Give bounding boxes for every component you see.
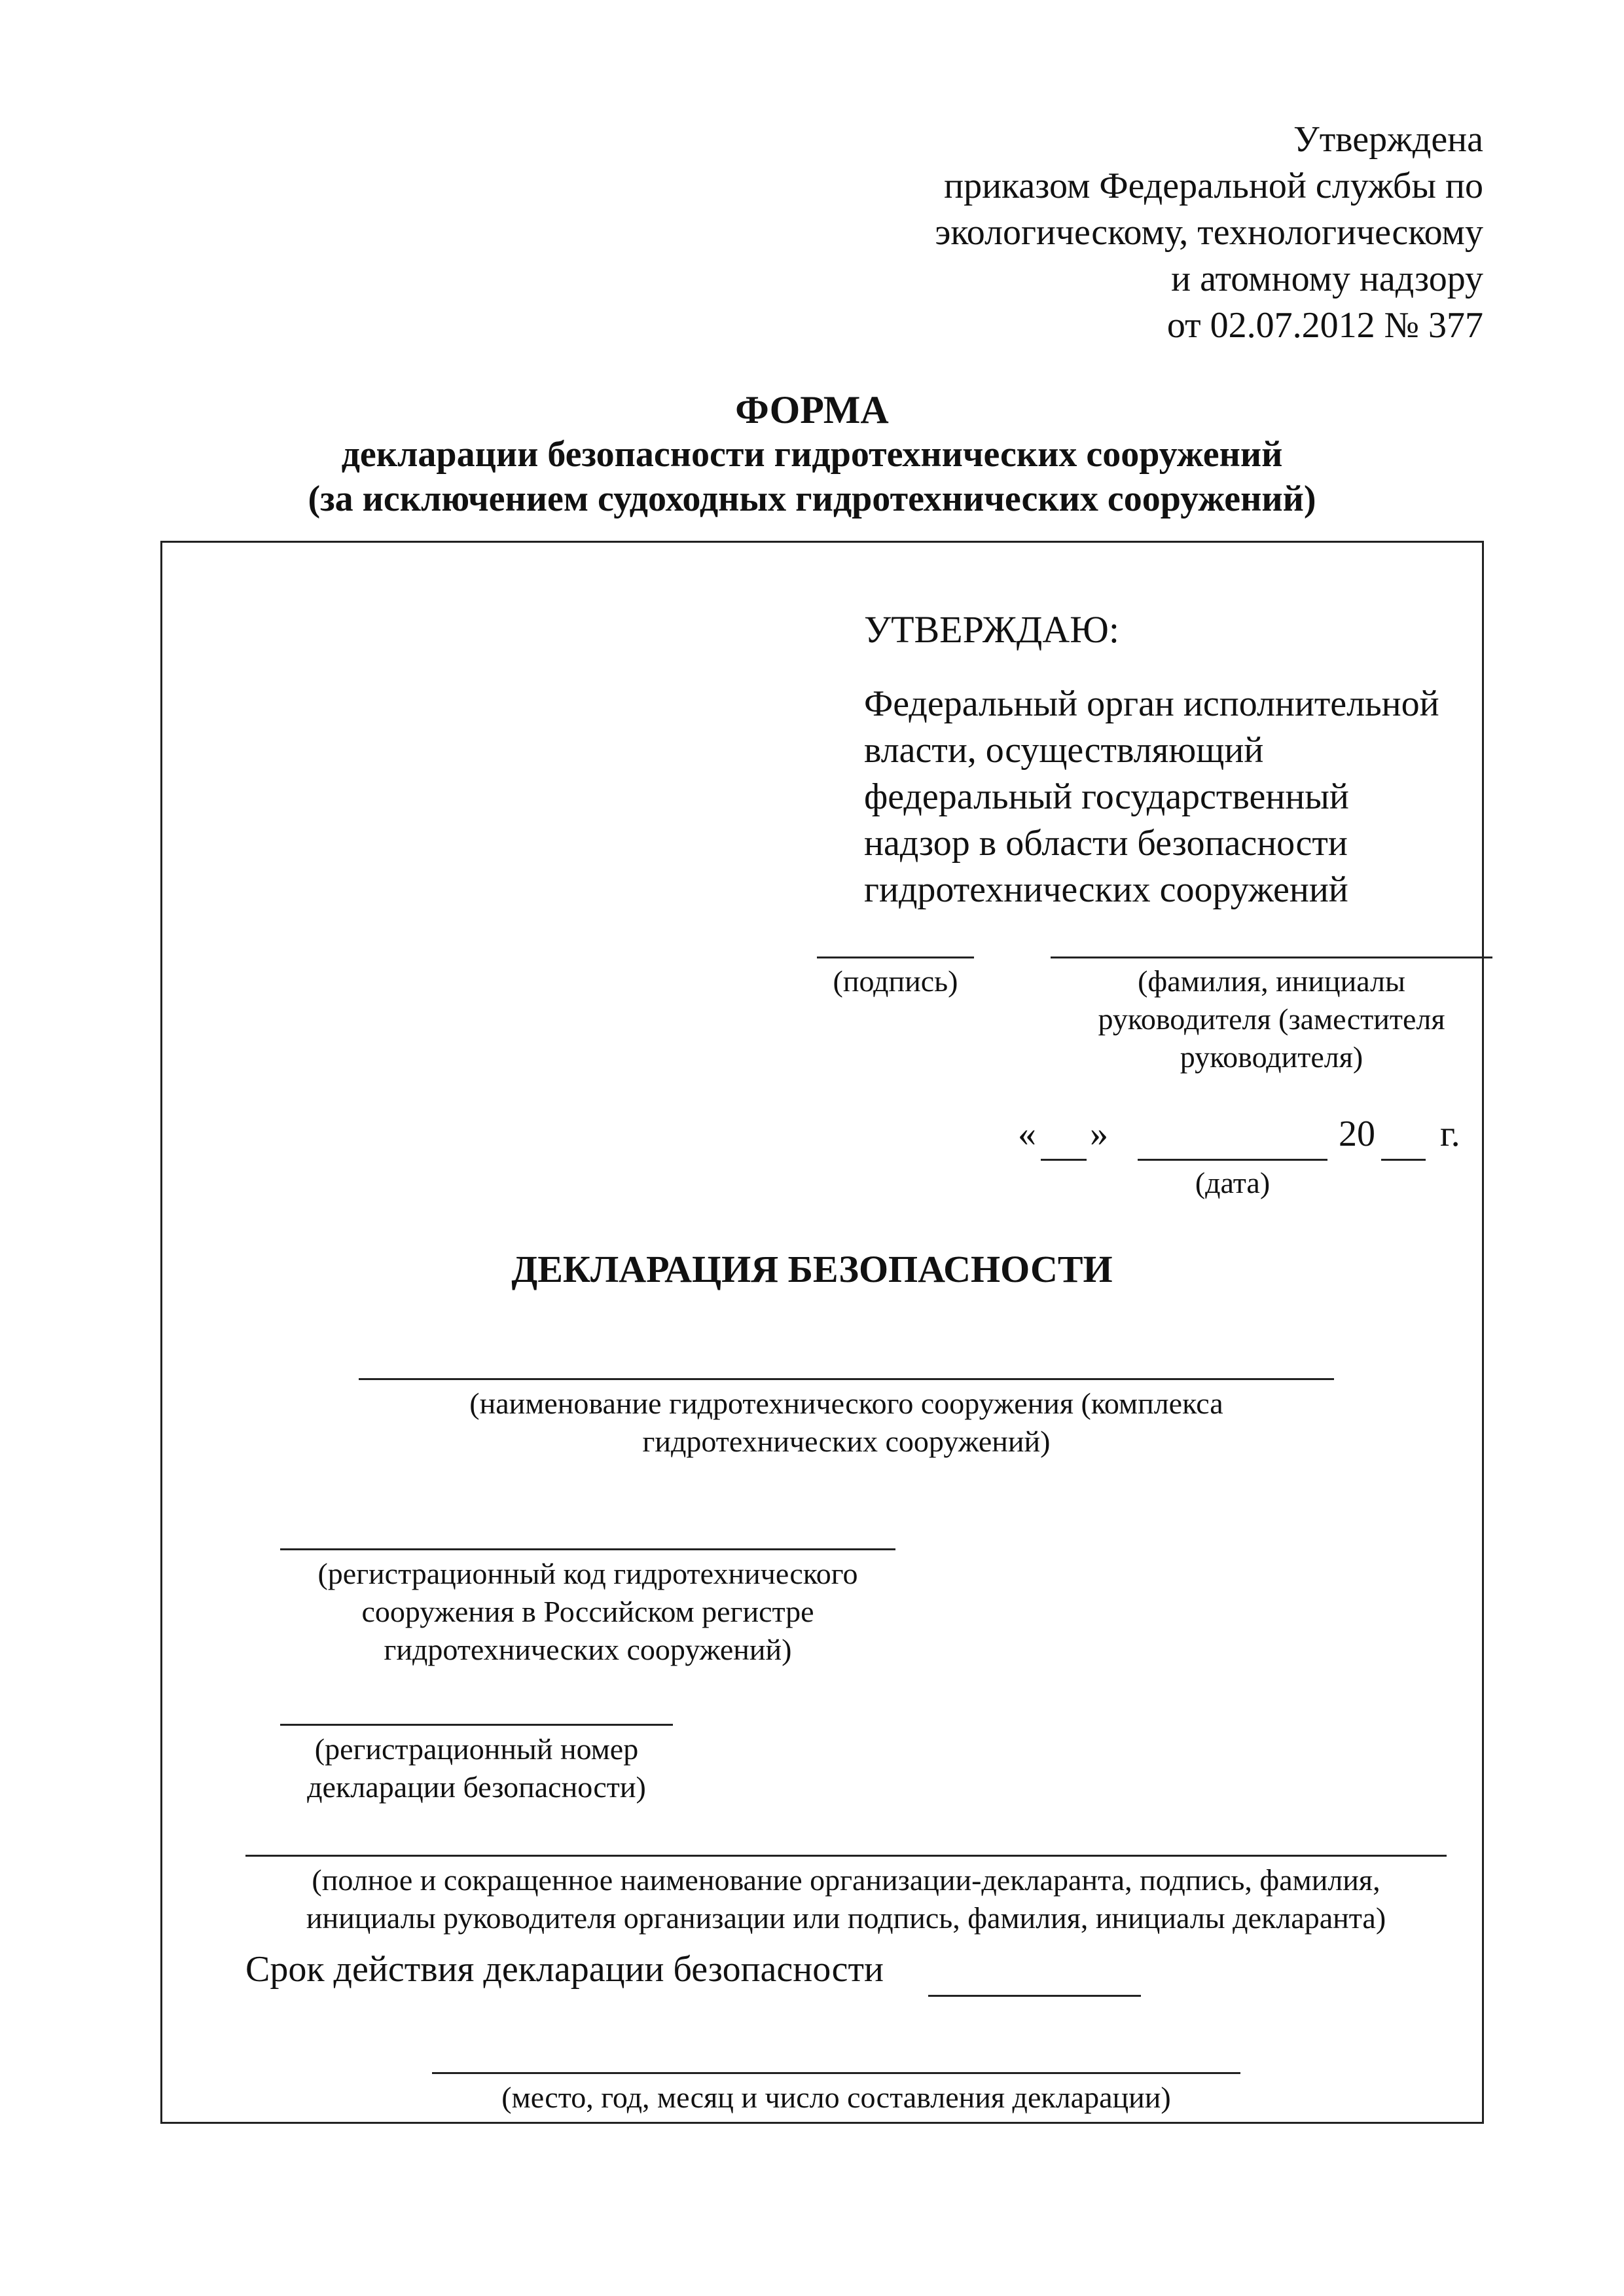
structure-name-line (359, 1378, 1334, 1380)
approval-header-line: и атомному надзору (1171, 259, 1483, 299)
approval-header (763, 117, 1483, 349)
reg-code-line (280, 1548, 895, 1550)
approval-header-line: экологическому, технологическому (935, 212, 1483, 253)
declarant-line (245, 1855, 1447, 1857)
approval-header-line: Утверждена (1293, 119, 1483, 160)
validity-label: Срок действия декларации безопасности (245, 1949, 884, 1990)
caption-line: сооружения в Российском регистре (361, 1595, 814, 1628)
caption-line: (наименование гидротехнического сооружения (комплекса (469, 1387, 1223, 1420)
validity-line (928, 1995, 1141, 1997)
approve-heading: УТВЕРЖДАЮ: (864, 608, 1119, 651)
date-year-line (1381, 1159, 1426, 1161)
name-caption-line: руководителя) (1180, 1040, 1363, 1074)
caption-line: (полное и сокращенное наименование организации-декларанта, подпись, фамилия, (312, 1863, 1380, 1897)
authority-line: власти, осуществляющий (864, 730, 1264, 771)
date-month-line (1138, 1159, 1327, 1161)
date-day-line (1041, 1159, 1087, 1161)
structure-name-caption (359, 1385, 1334, 1461)
approval-header-line: приказом Федеральной службы по (944, 166, 1483, 206)
name-line (1051, 957, 1492, 958)
caption-line: декларации безопасности) (307, 1770, 646, 1804)
date-year-prefix: 20 (1339, 1114, 1375, 1154)
place-date-line (432, 2072, 1240, 2074)
authority-line: федеральный государственный (864, 776, 1349, 817)
reg-code-caption (280, 1555, 895, 1669)
approval-header-line: от 02.07.2012 № 377 (1166, 305, 1483, 346)
form-subtitle-note: (за исключением судоходных гидротехнических сооружений) (308, 479, 1316, 519)
form-subtitle: декларации безопасности гидротехнических сооружений (341, 434, 1283, 475)
caption-line: (регистрационный номер (314, 1732, 639, 1766)
caption-line: (регистрационный код гидротехнического (317, 1557, 858, 1590)
reg-number-line (280, 1724, 673, 1726)
declarant-caption (245, 1861, 1447, 1937)
name-caption-line: руководителя (заместителя (1098, 1002, 1445, 1036)
authority-line: гидротехнических сооружений (864, 869, 1348, 910)
date-year-suffix: г. (1440, 1114, 1460, 1154)
caption-line: гидротехнических сооружений) (384, 1633, 792, 1666)
signature-line (817, 957, 974, 958)
reg-number-caption (280, 1730, 673, 1806)
place-date-caption: (место, год, месяц и число составления декларации) (501, 2081, 1171, 2114)
signature-caption: (подпись) (833, 964, 958, 998)
declaration-title: ДЕКЛАРАЦИЯ БЕЗОПАСНОСТИ (511, 1248, 1113, 1290)
name-caption (1051, 962, 1492, 1076)
form-title: ФОРМА (735, 388, 889, 431)
date-caption: (дата) (1195, 1166, 1271, 1199)
caption-line: гидротехнических сооружений) (642, 1425, 1051, 1458)
date-quote-close: » (1090, 1114, 1108, 1154)
name-caption-line: (фамилия, инициалы (1138, 964, 1405, 998)
date-quote-open: « (1018, 1114, 1036, 1154)
approving-authority (864, 681, 1439, 913)
authority-line: Федеральный орган исполнительной (864, 683, 1439, 724)
authority-line: надзор в области безопасности (864, 823, 1348, 864)
caption-line: инициалы руководителя организации или подпись, фамилия, инициалы декларанта) (306, 1901, 1386, 1935)
